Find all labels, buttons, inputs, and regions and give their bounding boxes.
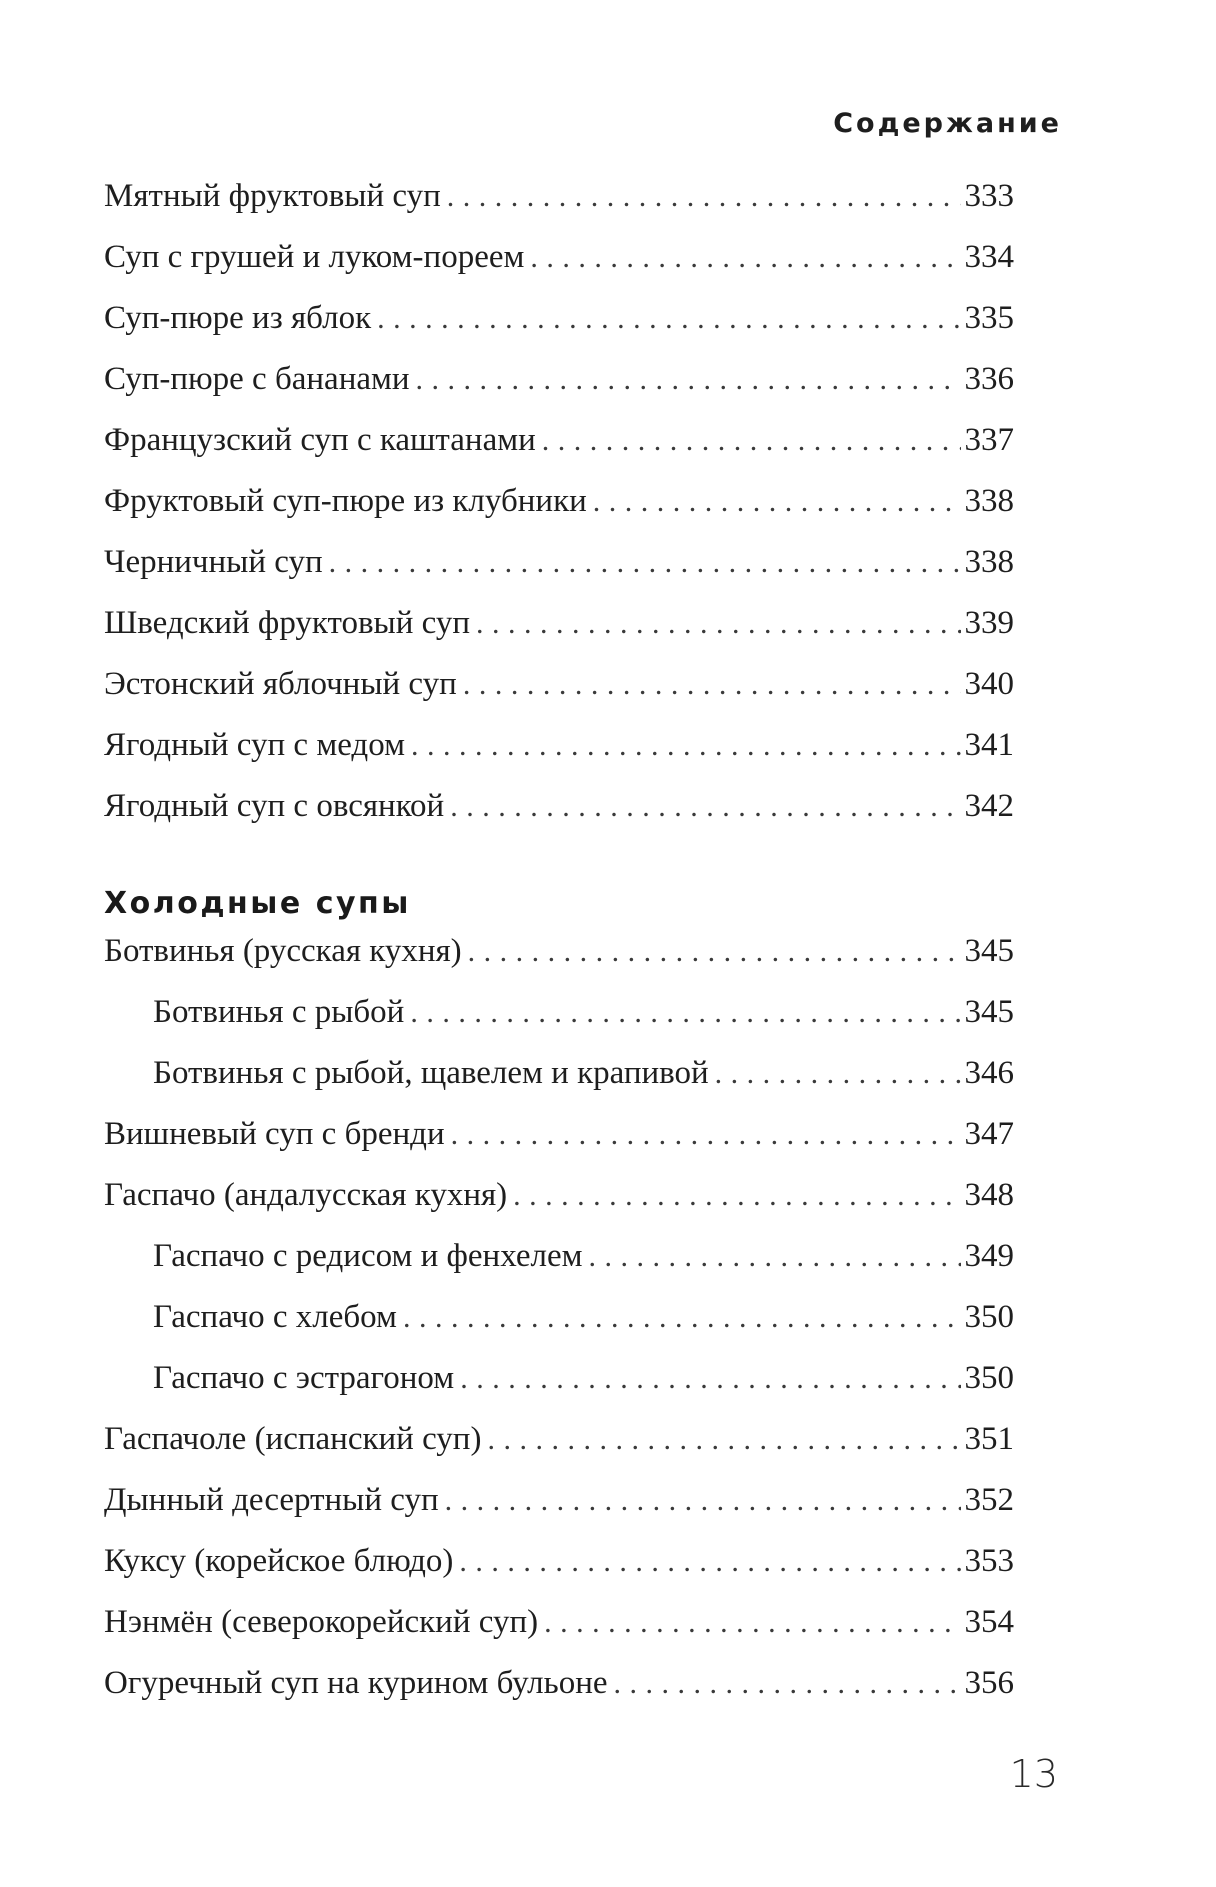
toc-entry[interactable]	[104, 302, 1014, 363]
dot-leader	[463, 670, 961, 700]
toc-entry-title: Гаспачо (андалусская кухня)	[104, 1177, 508, 1213]
toc-entry-title: Мятный фруктовый суп	[104, 178, 441, 214]
dot-leader	[447, 182, 961, 212]
toc-entry-page: 336	[964, 361, 1014, 397]
toc-entry-title: Гаспачоле (испанский суп)	[104, 1421, 482, 1457]
dot-leader	[614, 1669, 961, 1699]
dot-leader	[715, 1059, 961, 1089]
toc-entry[interactable]	[104, 180, 1014, 241]
toc-entry[interactable]	[104, 1484, 1014, 1545]
toc-entry-page: 341	[964, 727, 1014, 763]
toc-entry-title: Куксу (корейское блюдо)	[104, 1543, 454, 1579]
dot-leader	[377, 304, 960, 334]
toc-entry-page: 350	[964, 1360, 1014, 1396]
dot-leader	[460, 1364, 960, 1394]
dot-leader	[476, 609, 961, 639]
dot-leader	[403, 1303, 961, 1333]
dot-leader	[410, 998, 960, 1028]
toc-entry[interactable]	[104, 1606, 1014, 1667]
toc-entry[interactable]	[104, 424, 1014, 485]
toc-entry-page: 354	[964, 1604, 1014, 1640]
toc-entry-title: Черничный суп	[104, 544, 323, 580]
dot-leader	[542, 426, 961, 456]
dot-leader	[544, 1608, 960, 1638]
toc-subentry[interactable]	[104, 1240, 1014, 1301]
toc-entry-title: Шведский фруктовый суп	[104, 605, 470, 641]
toc-subentry[interactable]	[104, 996, 1014, 1057]
toc-entry-title: Нэнмён (северокорейский суп)	[104, 1604, 539, 1640]
toc-entry-page: 348	[964, 1177, 1014, 1213]
dot-leader	[451, 1120, 961, 1150]
toc-entry-title: Эстонский яблочный суп	[104, 666, 457, 702]
toc-entry[interactable]	[104, 241, 1014, 302]
dot-leader	[445, 1486, 961, 1516]
toc-subentry[interactable]	[104, 1362, 1014, 1423]
toc-entry-page: 352	[964, 1482, 1014, 1518]
toc-entry-title: Ягодный суп с медом	[104, 727, 405, 763]
dot-leader	[593, 487, 961, 517]
toc-entry-page: 338	[964, 544, 1014, 580]
toc-entry-title: Ботвинья (русская кухня)	[104, 933, 462, 969]
toc-entry-title: Суп-пюре из яблок	[104, 300, 372, 336]
toc-entry-page: 339	[964, 605, 1014, 641]
toc-entry-page: 350	[964, 1299, 1014, 1335]
toc-entry-title: Ботвинья с рыбой	[153, 994, 405, 1030]
toc-entry-title: Гаспачо с редисом и фенхелем	[153, 1238, 583, 1274]
dot-leader	[468, 937, 961, 967]
table-of-contents	[104, 180, 1014, 1728]
toc-entry[interactable]	[104, 546, 1014, 607]
toc-entry[interactable]	[104, 485, 1014, 546]
toc-entry-title: Гаспачо с хлебом	[153, 1299, 397, 1335]
dot-leader	[513, 1181, 960, 1211]
toc-entry-title: Суп-пюре с бананами	[104, 361, 410, 397]
toc-entry-title: Ботвинья с рыбой, щавелем и крапивой	[153, 1055, 709, 1091]
toc-entry-title: Дынный десертный суп	[104, 1482, 439, 1518]
toc-entry-page: 345	[964, 994, 1014, 1030]
toc-entry-title: Ягодный суп с овсянкой	[104, 788, 445, 824]
toc-subentry[interactable]	[104, 1057, 1014, 1118]
toc-entry-page: 347	[964, 1116, 1014, 1152]
toc-entry-page: 346	[964, 1055, 1014, 1091]
toc-entry-page: 345	[964, 933, 1014, 969]
toc-entry-page: 342	[964, 788, 1014, 824]
toc-entry-page: 334	[964, 239, 1014, 275]
toc-entry-page: 335	[964, 300, 1014, 336]
toc-entry[interactable]	[104, 790, 1014, 851]
dot-leader	[487, 1425, 960, 1455]
toc-entry[interactable]	[104, 729, 1014, 790]
toc-entry[interactable]	[104, 1179, 1014, 1240]
dot-leader	[530, 243, 960, 273]
toc-entry[interactable]	[104, 1545, 1014, 1606]
toc-entry[interactable]	[104, 1118, 1014, 1179]
toc-entry[interactable]	[104, 1423, 1014, 1484]
page-number: 13	[1009, 1752, 1058, 1796]
toc-entry-title: Суп с грушей и луком-пореем	[104, 239, 525, 275]
toc-entry-title: Огуречный суп на курином бульоне	[104, 1665, 608, 1701]
toc-entry[interactable]	[104, 1667, 1014, 1728]
toc-entry-title: Вишневый суп с бренди	[104, 1116, 445, 1152]
toc-entry-page: 351	[964, 1421, 1014, 1457]
toc-entry-page: 340	[964, 666, 1014, 702]
toc-entry-page: 337	[964, 422, 1014, 458]
dot-leader	[589, 1242, 961, 1272]
dot-leader	[459, 1547, 960, 1577]
toc-entry-page: 349	[964, 1238, 1014, 1274]
toc-entry-page: 333	[964, 178, 1014, 214]
toc-entry[interactable]	[104, 607, 1014, 668]
dot-leader	[411, 731, 961, 761]
toc-entry[interactable]	[104, 935, 1014, 996]
toc-entry-page: 353	[964, 1543, 1014, 1579]
toc-entry-page: 356	[964, 1665, 1014, 1701]
toc-entry-title: Гаспачо с эстрагоном	[153, 1360, 455, 1396]
toc-entry[interactable]	[104, 668, 1014, 729]
dot-leader	[329, 548, 961, 578]
dot-leader	[416, 365, 961, 395]
toc-entry-title: Фруктовый суп-пюре из клубники	[104, 483, 587, 519]
dot-leader	[450, 792, 960, 822]
toc-subentry[interactable]	[104, 1301, 1014, 1362]
toc-entry-page: 338	[964, 483, 1014, 519]
running-head-title: Содержание	[833, 108, 1062, 139]
toc-entry[interactable]	[104, 363, 1014, 424]
toc-entry-title: Французский суп с каштанами	[104, 422, 536, 458]
section-heading: Холодные супы	[104, 886, 411, 921]
